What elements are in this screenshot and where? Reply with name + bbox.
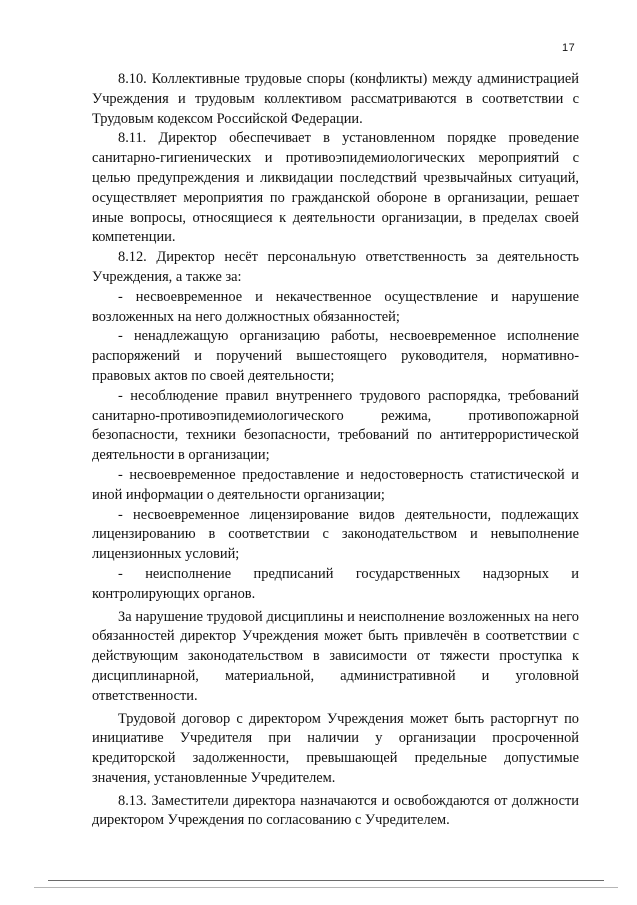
paragraph-8-11: 8.11. Директор обеспечивает в установленном порядке проведение санитарно-гигиенических и противоэпидемиологических мероприятий с целью предупреждения и ликвидации последствий чрезвычайных ситуаций, осуществляет мероприятия по гражданской обороне в организации, решает иные вопросы, относящиеся к деятельности организации, в пределах своей компетенции. [92, 130, 579, 246]
document-body [92, 70, 579, 831]
page-number: 17 [562, 42, 576, 54]
list-item: - неисполнение предписаний государственных надзорных и контролирующих органов. [92, 565, 579, 602]
footer-rule [48, 880, 604, 881]
list-item: - несвоевременное и некачественное осуществление и нарушение возложенных на него должностных обязанностей; [92, 288, 579, 325]
list-item: - несвоевременное лицензирование видов деятельности, подлежащих лицензированию в соответствии с законодательством и невыполнение лицензионных условий; [92, 506, 579, 563]
list-item: - ненадлежащую организацию работы, несвоевременное исполнение распоряжений и поручений вышестоящего руководителя, нормативно-правовых актов по своей деятельности; [92, 328, 579, 384]
paragraph-8-12: 8.12. Директор несёт персональную ответственность за деятельность Учреждения, а также за: [92, 249, 579, 285]
paragraph-contract-termination: Трудовой договор с директором Учреждения может быть расторгнут по инициативе Учредителя при наличии у организации просроченной кредиторской задолженности, превышающей предельные допустимые значения, установленные Учредителем. [92, 710, 579, 786]
paragraph-discipline: За нарушение трудовой дисциплины и неисполнение возложенных на него обязанностей директор Учреждения может быть привлечён в соответствии с действующим законодательством в зависимости от тяжести проступка к дисциплинарной, материальной, административной и уголовной ответственности. [92, 608, 579, 704]
paragraph-8-10: 8.10. Коллективные трудовые споры (конфликты) между администрацией Учреждения и трудовым коллективом рассматриваются в соответствии с Трудовым кодексом Российской Федерации. [92, 71, 579, 127]
paragraph-8-13: 8.13. Заместители директора назначаются и освобождаются от должности директором Учреждения по согласованию с Учредителем. [92, 792, 579, 829]
list-item: - несвоевременное предоставление и недостоверность статистической и иной информации о деятельности организации; [92, 466, 579, 503]
list-item: - несоблюдение правил внутреннего трудового распорядка, требований санитарно-противоэпидемиологического режима, противопожарной безопасности, техники безопасности, требований по антитеррористической деятельности в организации; [92, 387, 579, 464]
footer-rule-secondary [34, 887, 618, 888]
